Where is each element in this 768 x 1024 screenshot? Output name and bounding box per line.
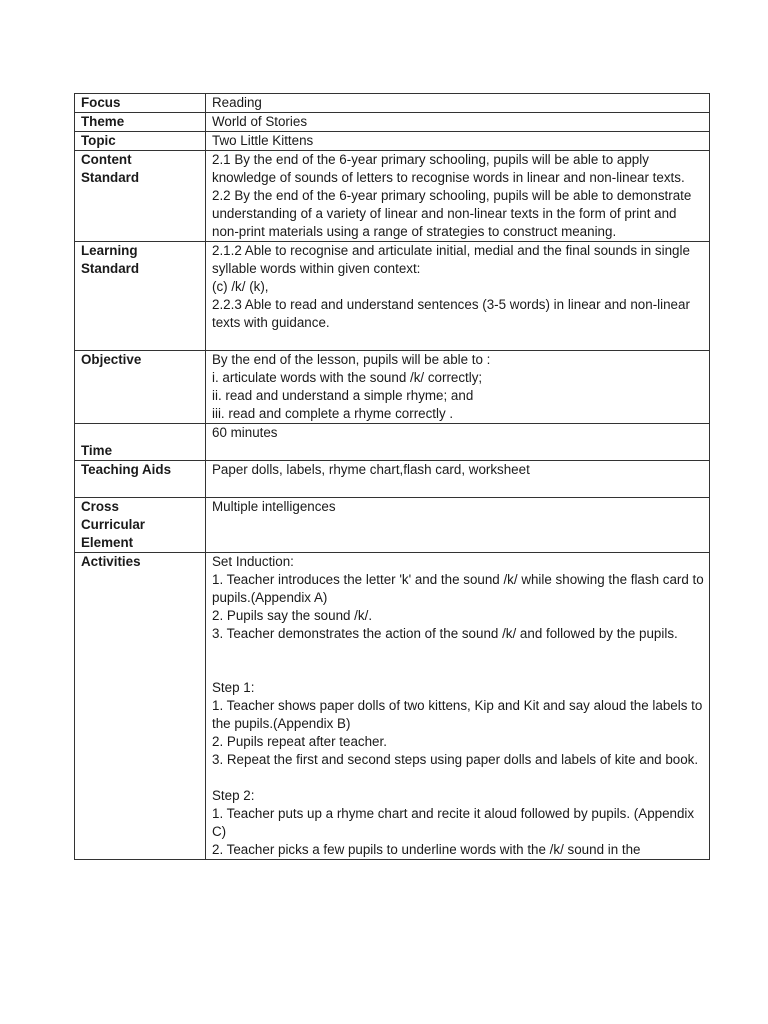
objective-text: i. articulate words with the sound /k/ correctly;: [212, 370, 483, 385]
content-standard-text: 2.1 By the end of the 6-year primary schooling, pupils will be able to apply knowledge of sounds of letters to recognise words in linear and non-linear texts.: [212, 152, 685, 185]
learning-standard-label-line: Standard: [81, 261, 140, 276]
activity-item: 3. Repeat the first and second steps using paper dolls and labels of kite and book.: [212, 752, 699, 767]
cross-curricular-label-line: Curricular: [81, 517, 145, 532]
activity-item: 2. Pupils say the sound /k/.: [212, 608, 373, 623]
step2-heading: Step 2:: [212, 788, 255, 803]
lesson-plan-table: [74, 93, 710, 860]
row-cross-curricular: [75, 498, 710, 553]
objective-label: Objective: [75, 351, 206, 424]
learning-standard-text: (c) /k/ (k),: [212, 279, 269, 294]
theme-value: World of Stories: [206, 113, 710, 132]
topic-value: Two Little Kittens: [206, 132, 710, 151]
theme-label: Theme: [75, 113, 206, 132]
objective-text: ii. read and understand a simple rhyme; and: [212, 388, 474, 403]
content-standard-text: 2.2 By the end of the 6-year primary schooling, pupils will be able to demonstrate understanding of a variety of linear and non-linear texts in the form of print and non-print materials using a range of strategies to construct meaning.: [212, 188, 692, 239]
row-activities: [75, 553, 710, 860]
activity-item: 2. Teacher picks a few pupils to underline words with the /k/ sound in the: [212, 842, 641, 857]
learning-standard-label: [75, 242, 206, 351]
learning-standard-text: 2.1.2 Able to recognise and articulate initial, medial and the final sounds in single syllable words within given context:: [212, 243, 690, 276]
learning-standard-text: 2.2.3 Able to read and understand sentences (3-5 words) in linear and non-linear texts with guidance.: [212, 297, 690, 330]
content-standard-value: [206, 151, 710, 242]
cross-curricular-label: [75, 498, 206, 553]
objective-value: [206, 351, 710, 424]
activities-label: Activities: [75, 553, 206, 860]
teaching-aids-label: Teaching Aids: [75, 461, 206, 498]
content-standard-label: [75, 151, 206, 242]
activities-value: [206, 553, 710, 860]
activity-item: 1. Teacher shows paper dolls of two kittens, Kip and Kit and say aloud the labels to the pupils.(Appendix B): [212, 698, 703, 731]
content-standard-label-line: Standard: [81, 170, 140, 185]
activity-item: 2. Pupils repeat after teacher.: [212, 734, 387, 749]
row-theme: [75, 113, 710, 132]
objective-text: iii. read and complete a rhyme correctly .: [212, 406, 454, 421]
row-content-standard: [75, 151, 710, 242]
row-topic: [75, 132, 710, 151]
time-value: 60 minutes: [206, 424, 710, 461]
learning-standard-value: [206, 242, 710, 351]
focus-label: Focus: [75, 94, 206, 113]
row-teaching-aids: [75, 461, 710, 498]
row-objective: [75, 351, 710, 424]
topic-label: Topic: [75, 132, 206, 151]
row-learning-standard: [75, 242, 710, 351]
time-label: Time: [75, 424, 206, 461]
step1-heading: Step 1:: [212, 680, 255, 695]
activity-item: 3. Teacher demonstrates the action of the sound /k/ and followed by the pupils.: [212, 626, 678, 641]
set-induction-heading: Set Induction:: [212, 554, 294, 569]
objective-text: By the end of the lesson, pupils will be able to :: [212, 352, 491, 367]
focus-value: Reading: [206, 94, 710, 113]
cross-curricular-label-line: Cross: [81, 499, 119, 514]
teaching-aids-value: Paper dolls, labels, rhyme chart,flash card, worksheet: [206, 461, 710, 498]
activity-item: 1. Teacher introduces the letter 'k' and the sound /k/ while showing the flash card to pupils.(Appendix A): [212, 572, 704, 605]
learning-standard-label-line: Learning: [81, 243, 138, 258]
row-focus: [75, 94, 710, 113]
activity-item: 1. Teacher puts up a rhyme chart and recite it aloud followed by pupils. (Appendix C): [212, 806, 695, 839]
cross-curricular-value: Multiple intelligences: [206, 498, 710, 553]
cross-curricular-label-line: Element: [81, 535, 134, 550]
content-standard-label-line: Content: [81, 152, 132, 167]
row-time: [75, 424, 710, 461]
